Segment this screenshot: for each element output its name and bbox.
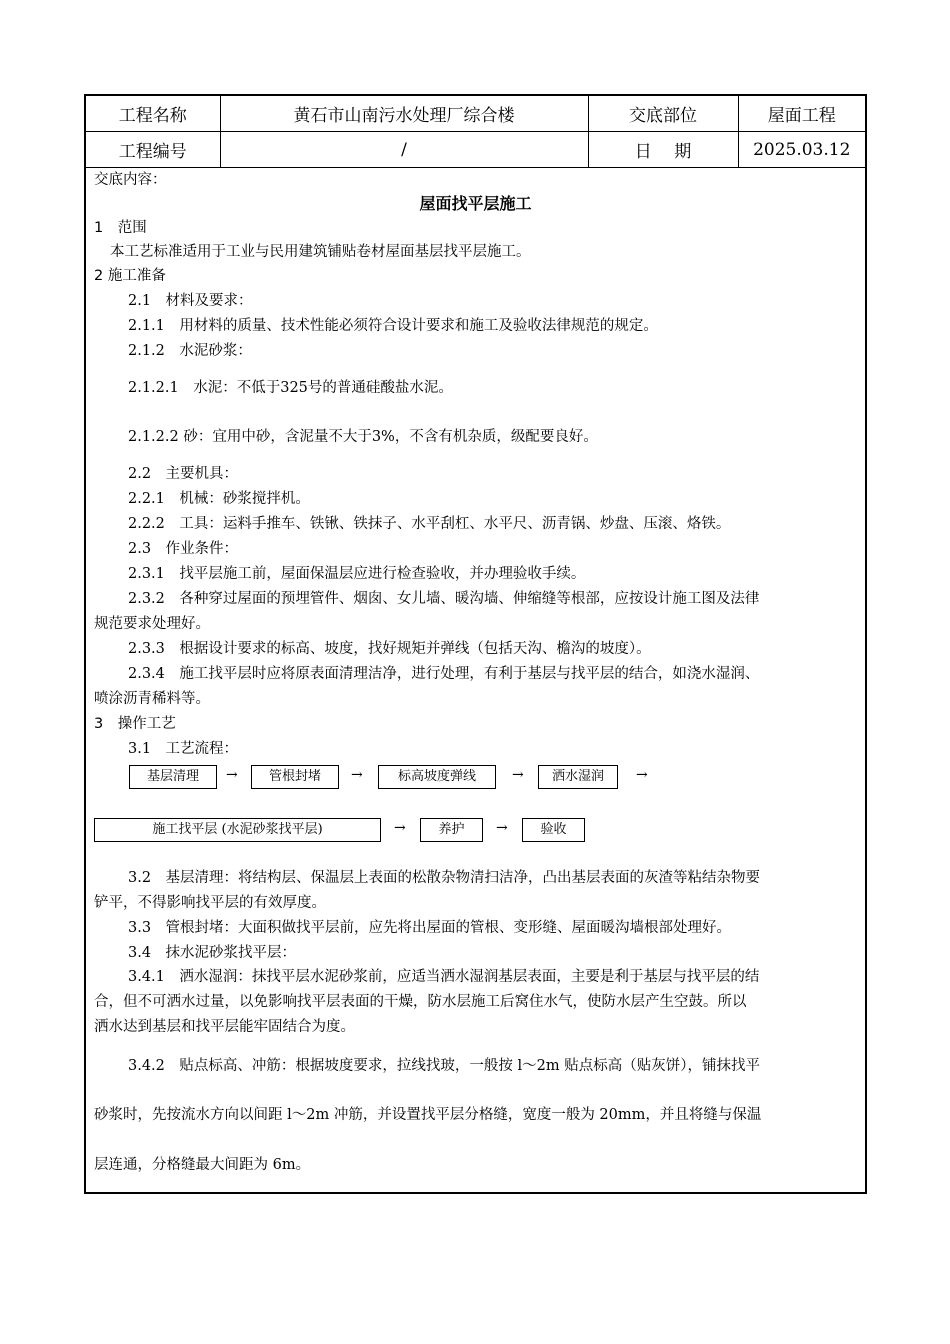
section-heading: 3 操作工艺: [94, 716, 176, 732]
paragraph: 砂浆时，先按流水方向以间距 l～2m 冲筋，并设置找平层分格缝，宽度一般为 20mm，并且将缝与保温: [94, 1107, 762, 1123]
paragraph: 2.3.3 根据设计要求的标高、坡度，找好规矩并弹线（包括天沟、檐沟的坡度）。: [128, 641, 651, 657]
handover-part-label: 交底部位: [588, 96, 738, 132]
project-number-label: 工程编号: [86, 132, 220, 168]
paragraph: 铲平，不得影响找平层的有效厚度。: [94, 895, 326, 911]
project-number-value: /: [220, 132, 588, 168]
paragraph: 层连通，分格缝最大间距为 6m。: [94, 1157, 311, 1173]
paragraph: 喷涂沥青稀料等。: [94, 691, 210, 707]
arrow-icon: →: [351, 767, 363, 783]
flow-step: 洒水湿润: [538, 765, 618, 789]
paragraph: 2.3 作业条件：: [128, 541, 239, 557]
paragraph: 合，但不可洒水过量，以免影响找平层表面的干燥，防水层施工后窝住水气，使防水层产生空鼓。所以: [94, 994, 747, 1010]
paragraph: 2.2 主要机具：: [128, 466, 239, 482]
document-sheet: [84, 94, 867, 1194]
paragraph: 2.1.1 用材料的质量、技术性能必须符合设计要求和施工及验收法律规范的规定。: [128, 318, 658, 334]
flow-step: 标高坡度弹线: [378, 765, 496, 789]
flow-step: 养护: [420, 818, 483, 842]
arrow-icon: →: [394, 820, 406, 836]
flow-step: 施工找平层 (水泥砂浆找平层): [94, 818, 381, 842]
date-label: 日 期: [588, 132, 738, 168]
flow-step: 管根封堵: [251, 765, 339, 789]
paragraph: 2.1.2.1 水泥：不低于325号的普通硅酸盐水泥。: [128, 380, 453, 396]
flow-step: 验收: [522, 818, 585, 842]
paragraph: 2.1.2 水泥砂浆：: [128, 343, 252, 359]
paragraph: 2.2.2 工具：运料手推车、铁锹、铁抹子、水平刮杠、水平尺、沥青锅、炒盘、压滚、烙铁。: [128, 516, 731, 532]
project-name-label: 工程名称: [86, 96, 220, 132]
section-title: 屋面找平层施工: [419, 194, 532, 213]
flow-step: 基层清理: [129, 765, 217, 789]
header-row: [86, 132, 865, 168]
header-table: [86, 96, 865, 168]
paragraph: 3.4 抹水泥砂浆找平层：: [128, 945, 297, 961]
paragraph: 3.2 基层清理：将结构层、保温层上表面的松散杂物清扫洁净，凸出基层表面的灰渣等粘结杂物要: [128, 870, 761, 886]
paragraph: 2.1 材料及要求：: [128, 293, 253, 309]
paragraph: 2.3.2 各种穿过屋面的预埋管件、烟囱、女儿墙、暖沟墙、伸缩缝等根部，应按设计施工图及法律: [128, 591, 760, 607]
arrow-icon: →: [226, 767, 238, 783]
paragraph: 本工艺标准适用于工业与民用建筑铺贴卷材屋面基层找平层施工。: [110, 244, 531, 260]
paragraph: 3.4.2 贴点标高、冲筋：根据坡度要求，拉线找玻，一般按 l～2m 贴点标高（贴灰饼），铺抹找平: [128, 1058, 760, 1074]
arrow-icon: →: [496, 820, 508, 836]
section-heading: 2 施工准备: [94, 268, 166, 284]
arrow-icon: →: [512, 767, 524, 783]
paragraph: 3.1 工艺流程：: [128, 741, 239, 757]
paragraph: 洒水达到基层和找平层能牢固结合为度。: [94, 1019, 355, 1035]
paragraph: 2.3.4 施工找平层时应将原表面清理洁净，进行处理，有利于基层与找平层的结合，如浇水湿润、: [128, 666, 760, 682]
paragraph: 规范要求处理好。: [94, 616, 210, 632]
content-label: 交底内容：: [94, 172, 167, 188]
paragraph: 2.3.1 找平层施工前，屋面保温层应进行检查验收，并办理验收手续。: [128, 566, 586, 582]
header-row: [86, 96, 865, 132]
paragraph: 2.2.1 机械：砂浆搅拌机。: [128, 491, 310, 507]
project-name-value: 黄石市山南污水处理厂综合楼: [220, 96, 588, 132]
handover-part-value: 屋面工程: [738, 96, 865, 132]
section-heading: 1 范围: [94, 220, 147, 236]
paragraph: 3.3 管根封堵：大面积做找平层前，应先将出屋面的管根、变形缝、屋面暖沟墙根部处理好。: [128, 920, 732, 936]
arrow-icon: →: [636, 767, 648, 783]
paragraph: 2.1.2.2 砂：宜用中砂，含泥量不大于3%，不含有机杂质，级配要良好。: [128, 429, 598, 445]
date-value: 2025.03.12: [738, 132, 865, 168]
paragraph: 3.4.1 洒水湿润：抹找平层水泥砂浆前，应适当洒水湿润基层表面，主要是利于基层与找平层的结: [128, 969, 760, 985]
